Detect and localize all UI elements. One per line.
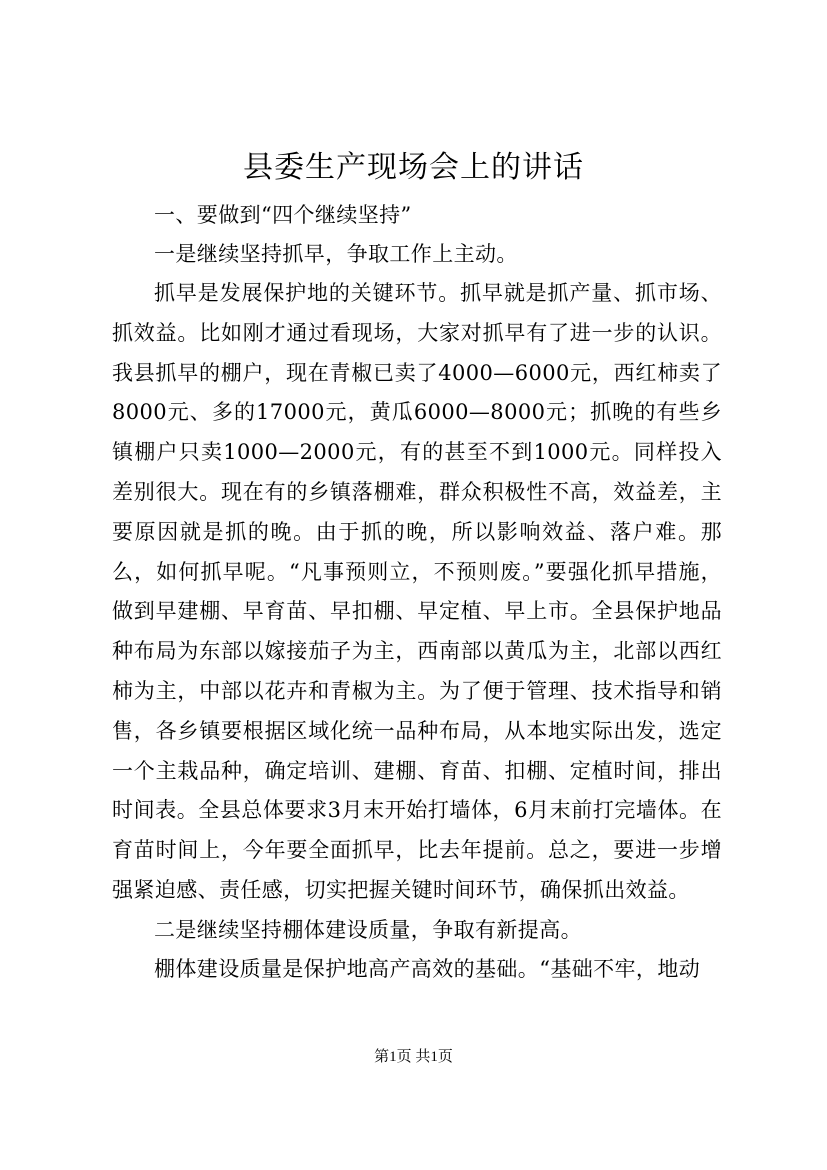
point-heading-2: 二是继续坚持棚体建设质量，争取有新提高。 — [154, 917, 582, 942]
document-body — [112, 196, 722, 989]
section-heading: 一、要做到“四个继续坚持” — [154, 203, 412, 227]
body-paragraph-1: 抓早是发展保护地的关键环节。抓早就是抓产量、抓市场、抓效益。比如刚才通过看现场，大家对抓早有了进一步的认识。我县抓早的棚户，现在青椒已卖了4000—6000元，西红柿卖了8000元、多的17000元，黄瓜6000—8000元；抓晚的有些乡镇棚户只卖1000—2000元，有的甚至不到1000元。同样投入差别很大。现在有的乡镇落棚难，群众积极性不高，效益差，主要原因就是抓的晚。由于抓的晚，所以影响效益、落户难。那么，如何抓早呢。“凡事预则立，不预则废。”要强化抓早措施，做到早建棚、早育苗、早扣棚、早定植、早上市。全县保护地品种布局为东部以嫁接茄子为主，西南部以黄瓜为主，北部以西红柿为主，中部以花卉和青椒为主。为了便于管理、技术指导和销售，各乡镇要根据区域化统一品种布局，从本地实际出发，选定一个主栽品种，确定培训、建棚、育苗、扣棚、定植时间，排出时间表。全县总体要求3月末开始打墙体，6月末前打完墙体。在育苗时间上，今年要全面抓早，比去年提前。总之，要进一步增强紧迫感、责任感，切实把握关键时间环节，确保抓出效益。 — [112, 281, 722, 902]
point-heading-1: 一是继续坚持抓早，争取工作上主动。 — [154, 242, 518, 266]
page-number: 第1页 共1页 — [374, 1049, 453, 1065]
document-title: 县委生产现场会上的讲话 — [243, 150, 584, 185]
body-paragraph-2: 棚体建设质量是保护地高产高效的基础。“基础不牢，地动 — [154, 956, 701, 981]
